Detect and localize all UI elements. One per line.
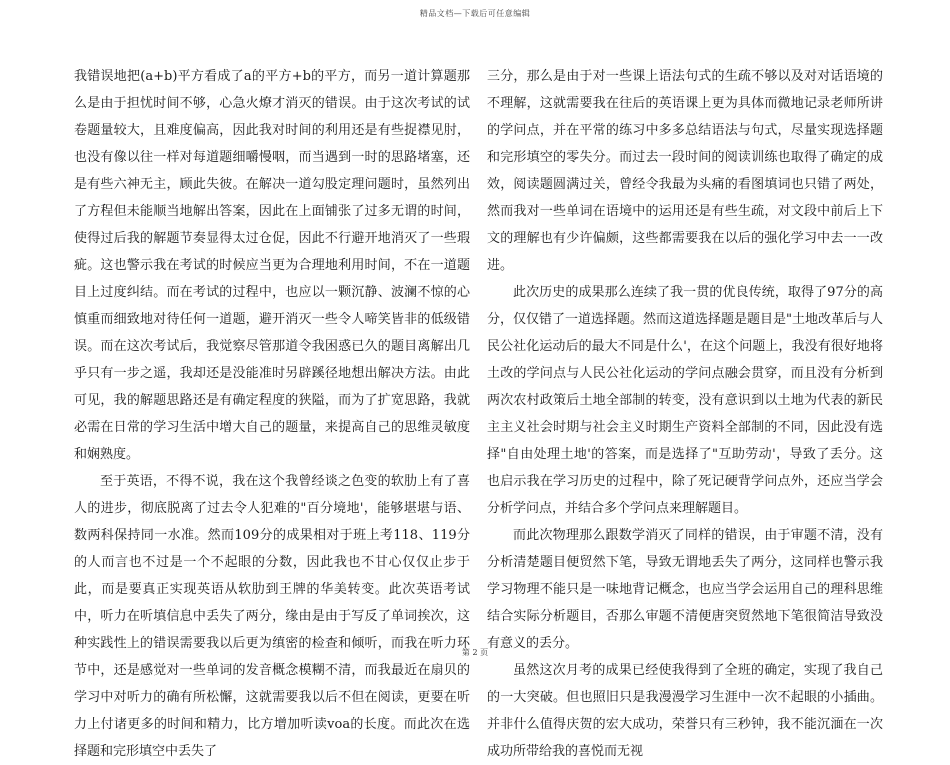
paragraph: 虽然这次月考的成果已经使我得到了全班的确定，实现了我自己的一大突破。但也照旧只是我漫漫学习生涯中一次不起眼的小插曲。并非什么值得庆贺的宏大成功，荣誉只有三秒钟，我不能沉湎在一次成功所带给我的喜悦而无视 <box>487 663 883 759</box>
paragraph: 而此次物理那么跟数学消灭了同样的错误，由于审题不清，没有分析清楚题目便贸然下笔，导致无谓地丢失了两分，这同样也警示我学习物理不能只是一味地背记概念，也应当学会运用自己的理科思维结合实际分析题目，否那么审题不清便唐突贸然地下笔很简洁导致没有意义的丢分。 <box>487 528 883 651</box>
page-number: 第 2 页 <box>461 648 489 657</box>
right-column <box>487 63 883 765</box>
page-header: 精品文档—下载后可任意编辑 <box>419 9 531 18</box>
paragraph: 三分，那么是由于对一些课上语法句式的生疏不够以及对对话语境的不理解，这就需要我在往后的英语课上更为具体而微地记录老师所讲的学问点，并在平常的练习中多多总结语法与句式，尽量实现选择题和完形填空的零失分。而过去一段时间的阅读训练也取得了确定的成效，阅读题圆满过关，曾经令我最为头痛的看图填词也只错了两处，然而我对一些单词在语境中的运用还是有些生疏，对文段中前后上下文的理解也有少许偏颇，这些都需要我在以后的强化学习中去一一改进。 <box>487 69 883 273</box>
paragraph: 此次历史的成果那么连续了我一贯的优良传统，取得了97分的高分，仅仅错了一道选择题。然而这道选择题是题目是"土地改革后与人民公社化运动后的最大不同是什么'，在这个问题上，我没有很好地将土改的学问点与人民公社化运动的学问点融会贯穿，而且没有分析到两次农村政策后土地全部制的转变，没有意识到以土地为代表的新民主主义社会时期与社会主义时期生产资料全部制的不同，因此没有选择"自由处理土地'的答案，而是选择了"互助劳动'，导致了丢分。这也启示我在学习历史的过程中，除了死记硬背学问点外，还应当学会分析学问点，并结合多个学问点来理解题目。 <box>487 285 883 516</box>
left-column <box>74 63 470 765</box>
paragraph: 至于英语，不得不说，我在这个我曾经谈之色变的软肋上有了喜人的进步，彻底脱离了过去令人犯难的"百分境地'，能够堪堪与语、数两科保持同一水准。然而109分的成果相对于班上考118、119分的人而言也不过是一个不起眼的分数，因此我也不甘心仅仅止步于此，而是要真正实现英语从软肋到王牌的华美转变。此次英语考试中，听力在听填信息中丢失了两分，缘由是由于写反了单词挨次，这种实践性上的错误需要我以后更为缜密的检查和倾听，而我在听力环节中，还是感觉对一些单词的发音概念模糊不清，而我最近在扇贝的学习中对听力的确有所松懈，这就需要我以后不但在阅读，更要在听力上付诸更多的时间和精力，比方增加听读voa的长度。而此次在选择题和完形填空中丢失了 <box>74 474 470 759</box>
paragraph: 我错误地把(a+b)平方看成了a的平方+b的平方，而另一道计算题那么是由于担忧时间不够，心急火燎才消灭的错误。由于这次考试的试卷题量较大，且难度偏高，因此我对时间的利用还是有些捉襟见肘，也没有像以往一样对每道题细嚼慢咽，而当遇到一时的思路堵塞，还是有些六神无主，顾此失彼。在解决一道勾股定理问题时，虽然列出了方程但未能顺当地解出答案，因此在上面铺张了过多无谓的时间，使得过后我的解题节奏显得太过仓促，因此不行避开地消灭了一些瑕疵。这也警示我在考试的时候应当更为合理地利用时间，不在一道题目上过度纠结。而在考试的过程中，也应以一颗沉静、波澜不惊的心慎重而细致地对待任何一道题，避开消灭一些令人啼笑皆非的低级错误。而在这次考试后，我觉察尽管那道令我困惑已久的题目离解出几乎只有一步之遥，我却还是没能准时另辟蹊径地想出解决方法。由此可见，我的解题思路还是有确定程度的狭隘，而为了扩宽思路，我就必需在日常的学习生活中增大自己的题量，来提高自己的思维灵敏度和娴熟度。 <box>74 69 470 462</box>
